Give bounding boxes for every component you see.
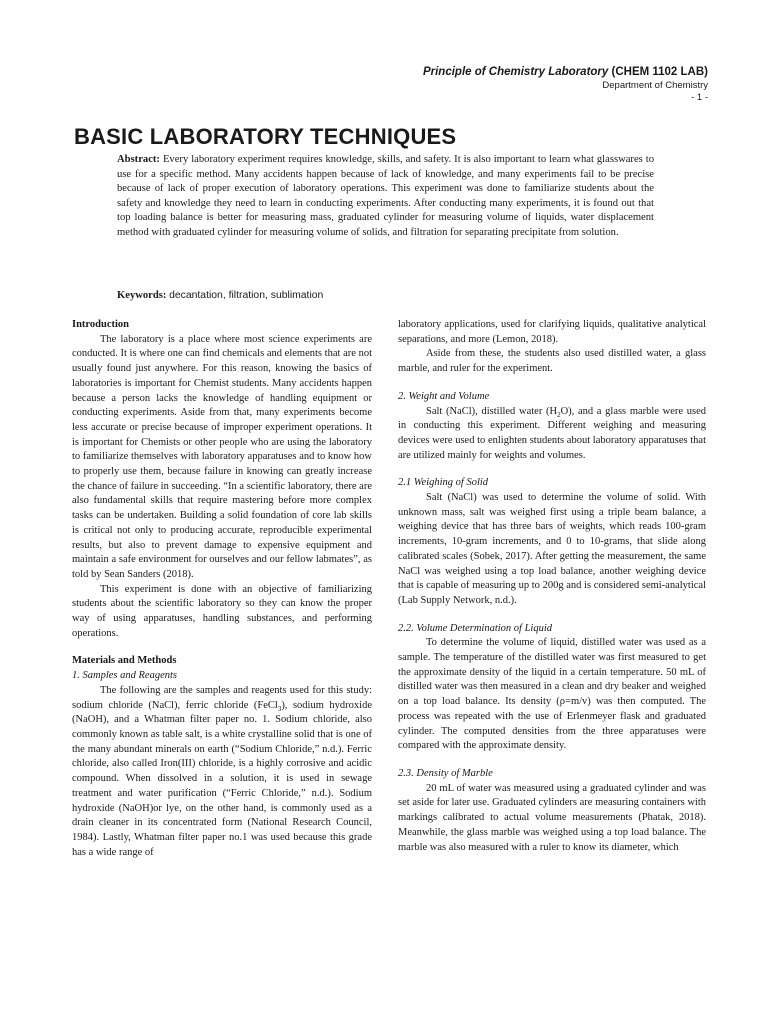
weighing-solid-title: 2.1 Weighing of Solid xyxy=(398,477,489,489)
samples-reagents-paragraph-2: Aside from these, the students also used distilled water, a glass marble, and ruler for the experiment. xyxy=(398,348,706,375)
methods-heading: Materials and Methods xyxy=(72,655,177,667)
department: Department of Chemistry xyxy=(602,80,708,91)
left-column xyxy=(72,318,372,860)
volume-liquid-paragraph: To determine the volume of liquid, distilled water was used as a sample. The temperature of the distilled water was first measured to get the approximate density of the liquid in a certain temperature. 50 mL of distilled water was then measured in a clean and dry beaker and weighed on a top load balance. Its density (ρ=m/v) was then computed. The process was repeated with the use of Erlenmeyer flask and graduated cylinder. The computed densities from the three apparatuses were compared with the approximate density. xyxy=(398,637,706,752)
paper-title: BASIC LABORATORY TECHNIQUES xyxy=(74,124,457,149)
samples-reagents-continued: laboratory applications, used for clarifying liquids, qualitative analytical separations, and more (Lemon, 2018). xyxy=(398,319,706,345)
weight-volume-paragraph: Salt (NaCl), distilled water $(H_2O)$, and a glass marble were used in conducting this experiment. Different weighing and measuring devices were used to enlighten students about laboratory apparatuses that are utilized mainly for weights and volumes. xyxy=(398,405,706,461)
abstract-text: Every laboratory experiment requires knowledge, skills, and safety. It is also important to learn what glasswares to use for a specific method. Many accidents happen because of lack of knowledge, and many experiments fail to be precise because of lack of proper execution of laboratory operations. This experiment was done to familiarize students about the safety and knowledge they need to learn in conducting experiments. After conducting many experiments, it is found out that top loading balance is better for measuring mass, graduated cylinder for measuring volume of liquids, water displacement method with graduated cylinder for measuring volume of solids, and filtration for separating precipitate from solution. xyxy=(117,154,654,238)
weighing-solid-paragraph: Salt (NaCl) was used to determine the volume of solid. With unknown mass, salt was weighed first using a triple beam balance, a weighing device that has three bars of weights, which reads 100-gram increments, 10-gram increments, and 0 to 10-grams, that slide along calibrated scales (Sobek, 2017). After getting the measurement, the same NaCl was weighed using a top load balance, another weighing device that is capable of measuring up to 200g and is considered semi-analytical (Lab Supply Network, n.d.). xyxy=(398,492,706,606)
volume-liquid-title: 2.2. Volume Determination of Liquid xyxy=(398,622,552,634)
course-line xyxy=(423,66,708,78)
abstract xyxy=(117,153,654,241)
weight-volume-title: 2. Weight and Volume xyxy=(398,390,490,402)
intro-paragraph-2: This experiment is done with an objective of familiarizing students about the scientific laboratory so they can know the proper way of using apparatuses, handling substances, and performing operations. xyxy=(72,583,372,639)
keywords-label: Keywords: xyxy=(117,290,167,301)
page-number: - 1 - xyxy=(691,92,708,103)
intro-paragraph-1: The laboratory is a place where most science experiments are conducted. It is where one can find chemicals and elements that are not usually found just anywhere. For this reason, knowing the basics of laboratories is important for Chemist students. Many accidents happen because a person lacks the knowledge of handling equipment or conducting experiments. Aside from that, many experiments become less accurate or precise because of improper experiment operations. It is important for Chemists or other people who are using the laboratory to familiarize themselves with laboratory apparatuses and to know how to properly use them, because failure in knowing can greatly increase the chance of failure in succeeding. “In a scientific laboratory, there are also fundamental skills that require mastering before more complex tasks can be undertaken. Building a solid foundation of core lab skills is critical not only to producing accurate, reproducible experimental results, but also to prevent damage to expensive equipment and maintain a safe environment for ourselves and our fellow labmates”, as told by Sean Sanders (2018). xyxy=(72,333,372,580)
course-code: (CHEM 1102 LAB) xyxy=(611,66,708,78)
density-marble-paragraph: 20 mL of water was measured using a graduated cylinder and was set aside for later use. Graduated cylinders are measuring containers with markings calibrated to actual volume measurements (Phatak, 2018). Meanwhile, the glass marble was weighed using a top load balance. The marble was also measured with a ruler to know its diameter, which xyxy=(398,782,706,853)
samples-reagents-paragraph: The following are the samples and reagents used for this study: sodium chloride (NaCl), ferric chloride (FeCl$_3$), sodium hydroxide (NaOH), and a Whatman filter paper no. 1. Sodium chloride, also commonly known as table salt, is a white crystalline solid that is one of the many abundant minerals on earth (“Sodium Chloride,” n.d.). Ferric chloride, also called Iron(III) chloride, is a highly corrosive and acidic compound. When dissolved in a solution, it is used in sewage treatment and water purification (“Ferric Chloride,” n.d.). Sodium hydroxide (NaOH)or lye, on the other hand, is commonly used as a drain cleaner in its concentrated form (National Research Council, 1984). Lastly, Whatman filter paper no.1 was used because this grade has a wide range of xyxy=(72,684,372,858)
keywords-text: decantation, filtration, sublimation xyxy=(169,290,324,301)
course-title: Principle of Chemistry Laboratory xyxy=(422,66,609,78)
samples-reagents-title: 1. Samples and Reagents xyxy=(72,670,177,682)
density-marble-title: 2.3. Density of Marble xyxy=(398,767,493,779)
running-header xyxy=(423,66,708,103)
abstract-label: Abstract: xyxy=(117,154,160,165)
intro-heading: Introduction xyxy=(72,319,129,330)
keywords xyxy=(117,290,323,301)
right-column xyxy=(398,318,706,855)
